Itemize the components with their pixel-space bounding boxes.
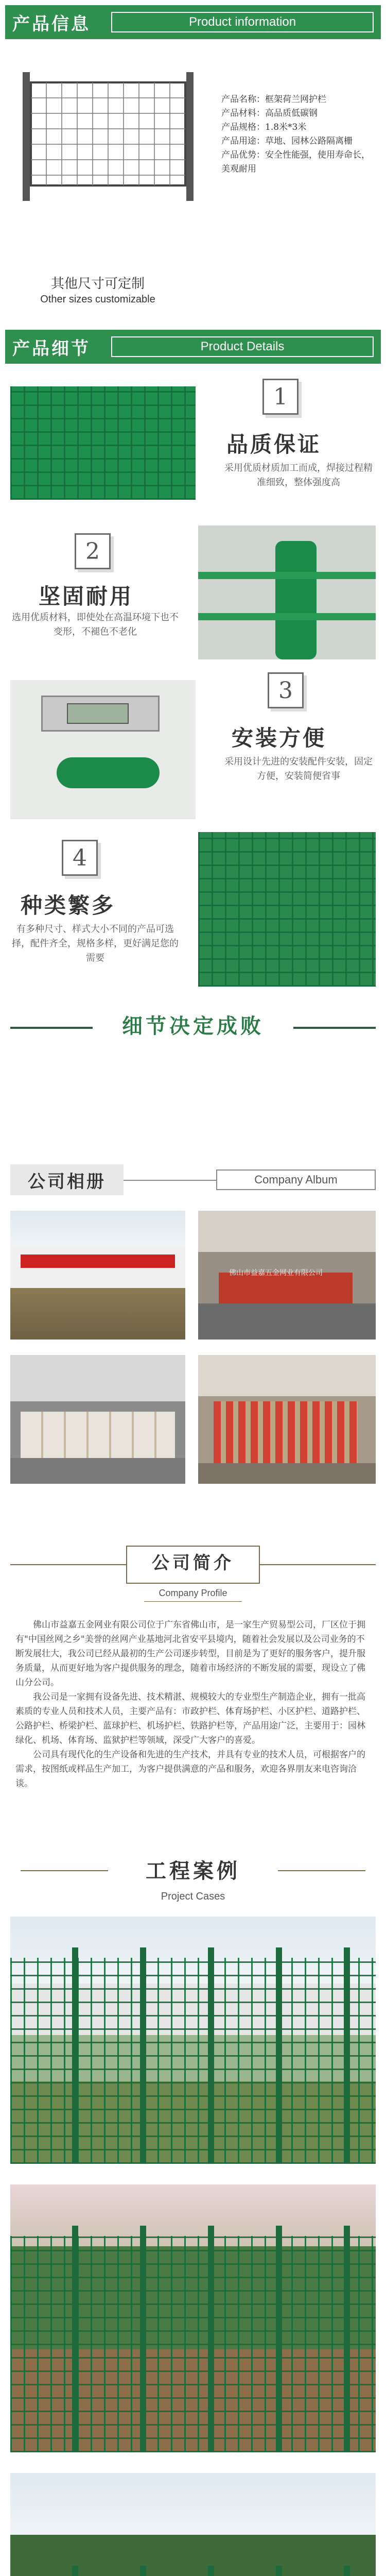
album-title: 公司相册 [10, 1164, 124, 1195]
custom-size-cn: 其他尺寸可定制 [50, 276, 145, 292]
cases-title: 工程案例 [146, 1859, 240, 1883]
album-caption: 佛山市益嘉五金网业有限公司 [229, 1269, 323, 1277]
profile-paragraph: 公司具有现代化的生产设备和先进的生产技术，并具有专业的技术人员，可根据客户的需求，按图纸或样品生产加工，为客户提供满意的产品和服务，欢迎各界朋友来电咨询洽谈。 [15, 1750, 365, 1789]
section-product-info [0, 5, 386, 314]
product-details-title: 产品细节 [12, 338, 91, 359]
detail-text-1: 采用优质材质加工而成，焊接过程精准细致，整体强度高 [224, 463, 373, 488]
profile-paragraph: 我公司是一家拥有设备先进、技术精湛、规模较大的专业型生产制造企业，拥有一批高素质的专业人员和技术人员，主要产品有：市政护栏、体育场护栏、小区护栏、道路护栏、公路护栏、桥梁护栏、蓝球护栏、机场护栏、铁路护栏等，产品用途广泛，主要用于：园林绿化、机场、体育场、监狱护栏等领域，深受广大客户的喜爱。 [15, 1692, 365, 1745]
detail-photo-caliper [10, 680, 196, 819]
detail-heading-1: 品质保证 [226, 432, 322, 457]
profile-title-box [126, 1546, 260, 1584]
detail-photo-fence-roll [198, 832, 376, 987]
case-photo-3 [10, 2473, 376, 2576]
album-title-en: Company Album [216, 1170, 376, 1190]
case-photo-2 [10, 2184, 376, 2452]
product-details-title-en: Product Details [111, 336, 374, 357]
case-photo-1 [10, 1917, 376, 2164]
custom-size-en: Other sizes customizable [40, 294, 155, 305]
fence-diagram [15, 57, 211, 211]
slogan-banner [10, 1010, 376, 1046]
detail-heading-3: 安装方便 [232, 725, 327, 751]
album-photo-warehouse [10, 1355, 185, 1484]
album-photo-factory-gate [10, 1211, 185, 1340]
section-product-details [0, 330, 386, 1123]
product-info-title: 产品信息 [12, 13, 91, 35]
detail-heading-2: 坚固耐用 [39, 584, 134, 609]
spec-list [221, 93, 376, 176]
spec-item: 产品优势：安全性能强，使用寿命长，美观耐用 [221, 150, 370, 174]
album-title-bar [10, 1164, 376, 1195]
spec-item: 产品名称：框架荷兰网护栏 [221, 94, 326, 105]
cases-title-en: Project Cases [161, 1891, 225, 1902]
spec-item: 产品材料：高品质低碳钢 [221, 108, 318, 118]
section-company-album [0, 1164, 386, 1525]
detail-text-2: 选用优质材料，即使处在高温环境下也不变形，不褪色不老化 [12, 612, 179, 637]
detail-number-1: 1 [262, 379, 299, 415]
fence-drawing [15, 57, 211, 211]
detail-text-4: 有多种尺寸、样式大小不同的产品可选择，配件齐全，规格多样，更好满足您的需要 [12, 924, 179, 963]
album-photo-storage [198, 1355, 376, 1484]
detail-number-2: 2 [75, 533, 111, 569]
detail-photo-mesh [10, 386, 196, 500]
profile-text [15, 1618, 371, 1791]
detail-photo-post [198, 526, 376, 659]
profile-title: 公司简介 [152, 1553, 234, 1573]
profile-paragraph: 佛山市益嘉五金网业有限公司位于广东省佛山市，是一家生产贸易型公司，厂区位于拥有"中国丝网之乡"美誉的丝网产业基地河北省安平县境内，随着社会发展以及公司业务的不断发展壮大，我公司已经从最初的生产公司逐步转型，目前是为了更好的服务客户，提升服务质量，从而更好地为客户提供服务的理念，随着市场经济的不断发展的需要，现设立了佛山分公司。 [15, 1620, 365, 1688]
product-info-title-bar [5, 5, 381, 39]
product-details-title-bar [5, 330, 381, 364]
section-project-cases [0, 1850, 386, 2576]
spec-item: 产品规格：1.8米*3米 [221, 122, 307, 132]
profile-title-en: Company Profile [159, 1588, 227, 1598]
detail-number-3: 3 [268, 672, 304, 708]
product-info-title-en: Product information [111, 12, 374, 32]
detail-heading-4: 种类繁多 [21, 893, 116, 918]
detail-number-4: 4 [62, 840, 98, 876]
spec-item: 产品用途：草地、园林公路隔离栅 [221, 136, 353, 146]
detail-text-3: 采用设计先进的安装配件安装，固定方便，安装简便省事 [224, 756, 373, 782]
album-photo-workshop [198, 1211, 376, 1340]
slogan-text: 细节决定成败 [122, 1014, 264, 1038]
